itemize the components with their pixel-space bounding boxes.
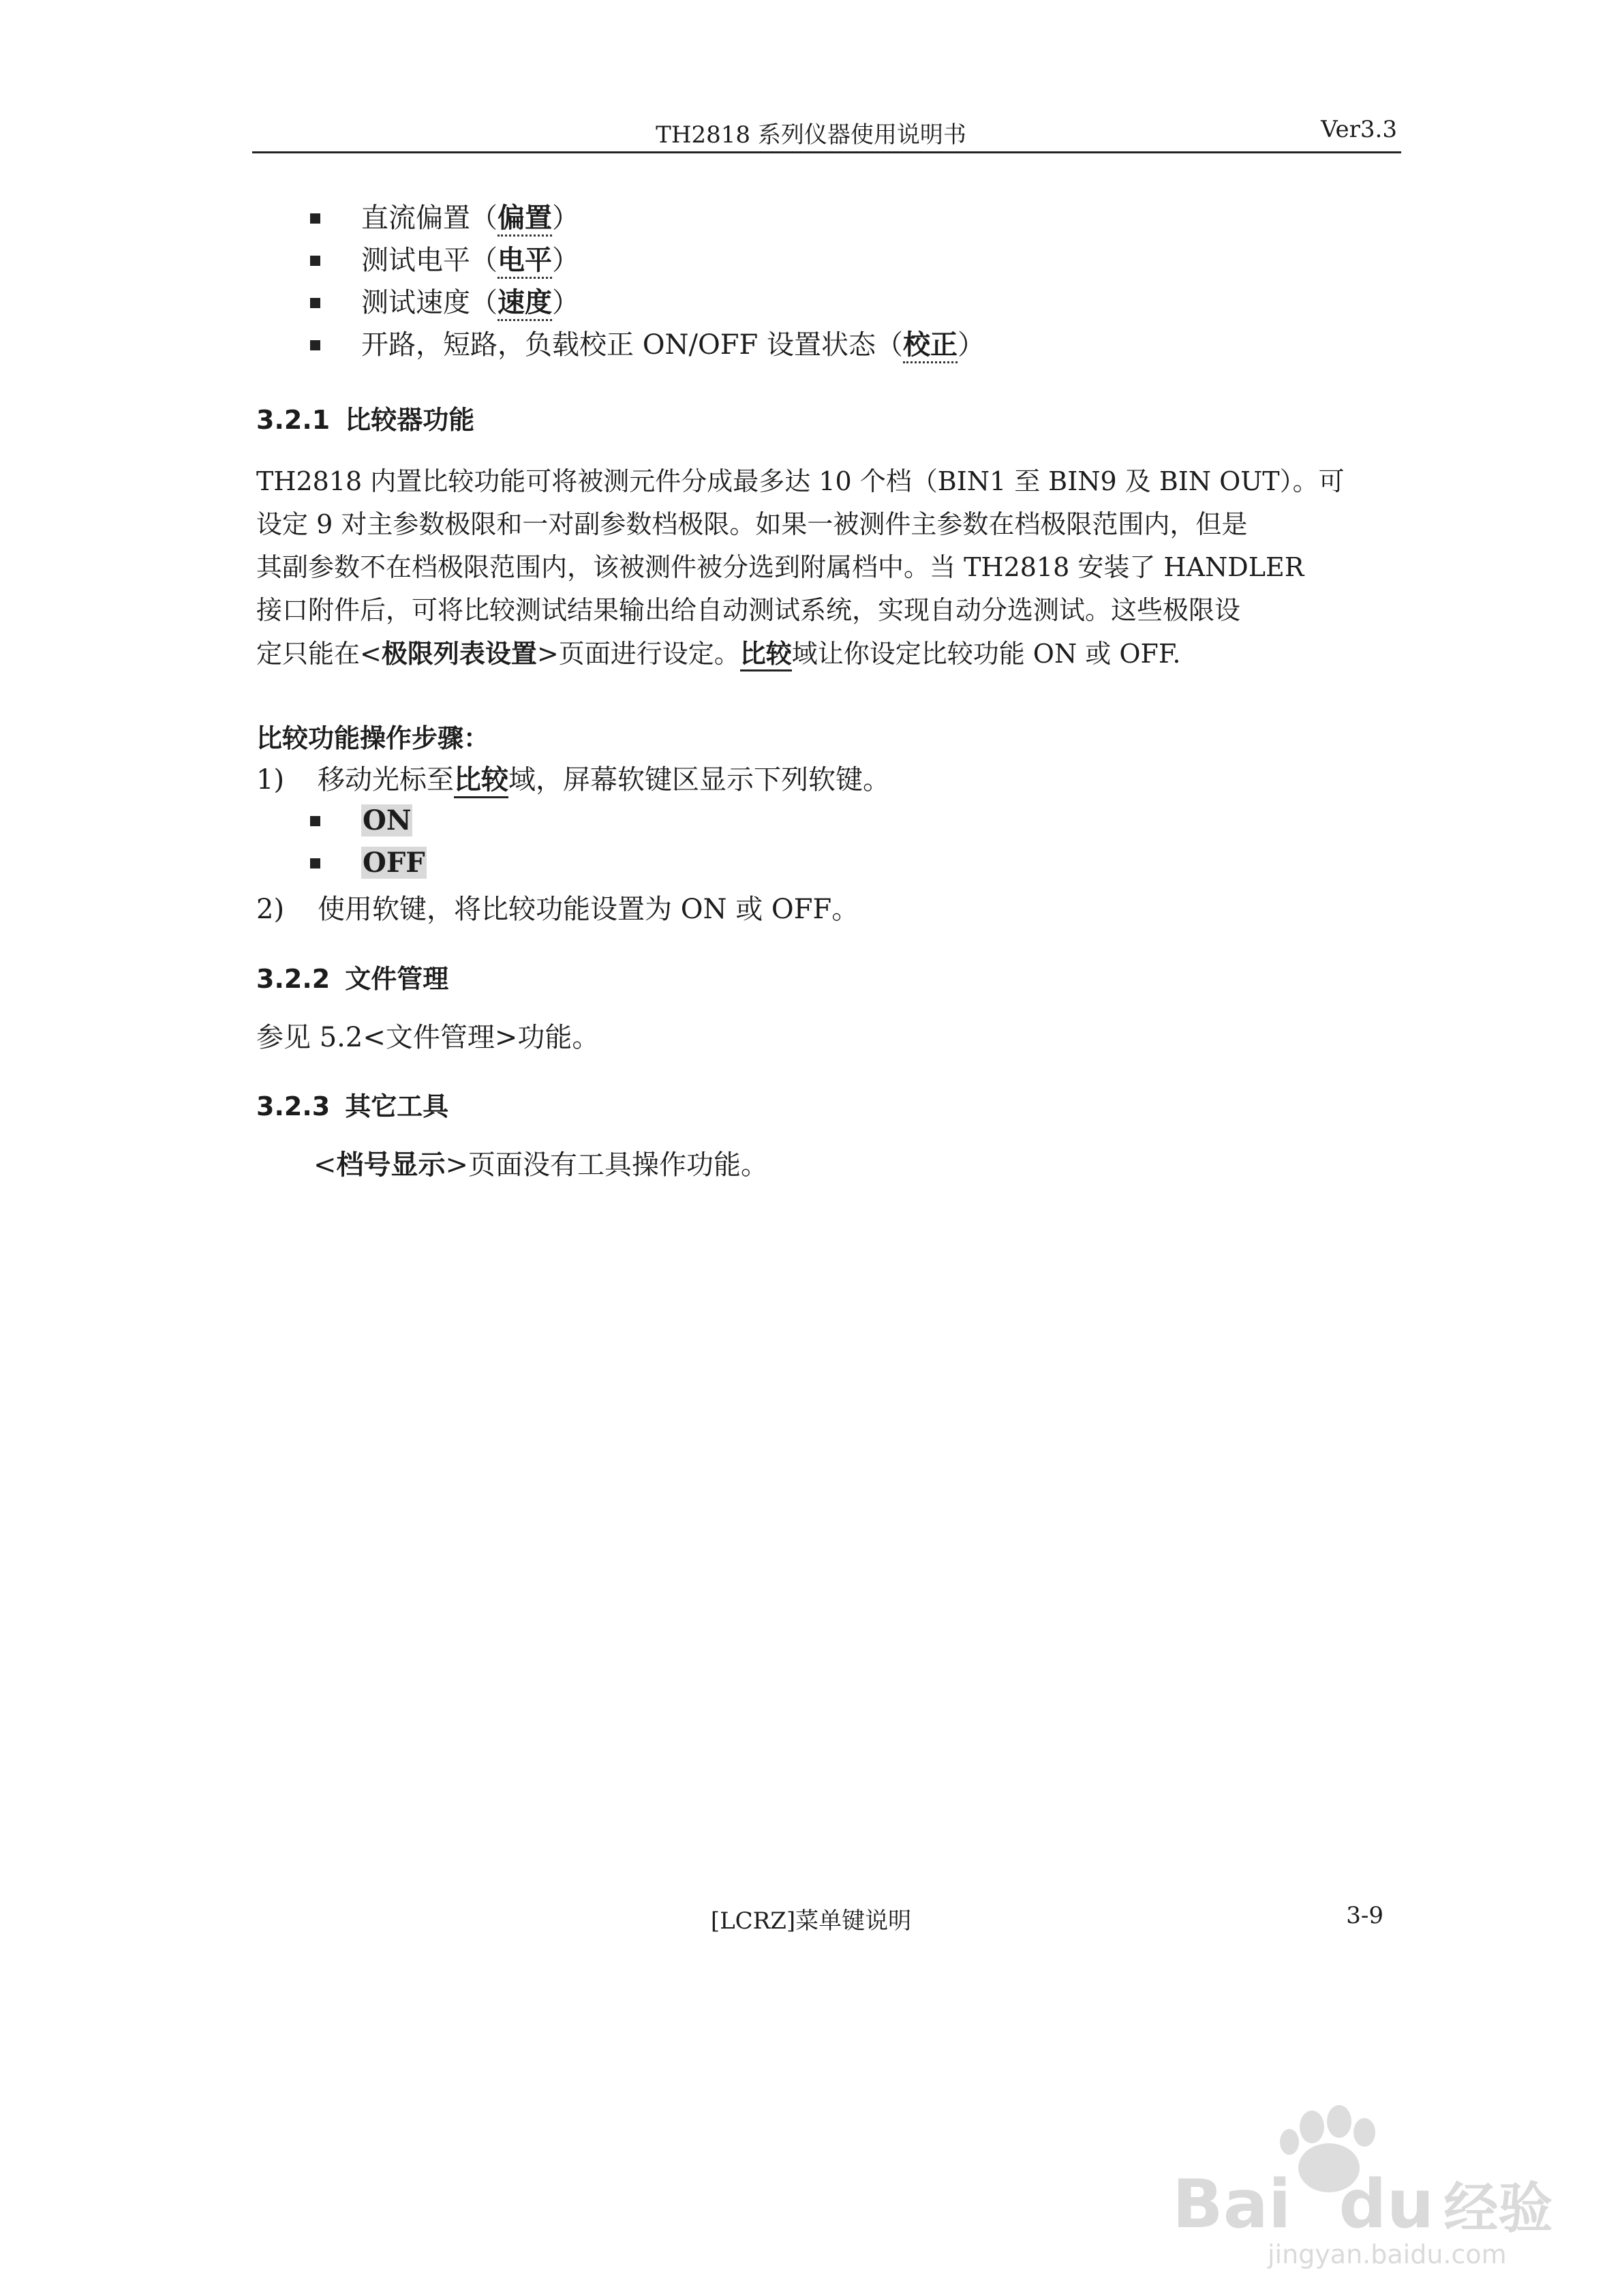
watermark-brand-b: du: [1338, 2166, 1435, 2244]
bullet-item: [310, 241, 579, 280]
section-heading: [256, 958, 448, 995]
bullet-item: [310, 284, 579, 322]
bullet-text: 开路，短路，负载校正 ON/OFF 设置状态（: [361, 329, 903, 361]
bullet-text: 测试速度（: [361, 287, 498, 318]
section-number: 3.2.1: [256, 405, 331, 435]
paragraph-line: 接口附件后，可将比较测试结果输出给自动测试系统，实现自动分选测试。这些极限设: [256, 595, 1241, 625]
paragraph-line: TH2818 内置比较功能可将被测元件分成最多达 10 个档（BIN1 至 BIN9 及 BIN OUT）。可: [256, 466, 1345, 496]
section-number: 3.2.3: [256, 1091, 331, 1121]
field-name: 比较: [740, 638, 792, 671]
field-name: 校正: [903, 329, 958, 363]
bullet-square-icon: [310, 213, 320, 224]
bullet-square-icon: [310, 858, 320, 868]
header-rule: [252, 151, 1401, 153]
field-name: 速度: [498, 286, 552, 321]
section-title: 文件管理: [345, 964, 449, 994]
paragraph: 参见 5.2<文件管理>功能。: [256, 1022, 600, 1053]
page-name: 档号显示: [336, 1149, 446, 1181]
running-header-title: TH2818 系列仪器使用说明书: [656, 121, 966, 149]
softkey-on: ON: [363, 804, 412, 836]
bullet-close: ）: [552, 202, 579, 234]
step-number: 1): [256, 764, 285, 796]
watermark-brand-a: Bai: [1172, 2166, 1291, 2244]
bullet-close: ）: [552, 287, 579, 318]
text-run: 域，屏幕软键区显示下列软键。: [508, 764, 890, 796]
bullet-text: 直流偏置（: [361, 202, 498, 234]
section-heading: [256, 1085, 448, 1123]
text-run: 定只能在<: [256, 639, 382, 669]
field-name: 电平: [498, 244, 552, 279]
baidu-jingyan-watermark: [1165, 2100, 1553, 2270]
bullet-square-icon: [310, 816, 320, 826]
section-number: 3.2.2: [256, 964, 331, 994]
paragraph-line: 其副参数不在档极限范围内，该被测件被分选到附属档中。当 TH2818 安装了 HANDLER: [256, 552, 1304, 582]
watermark-cn: 经验: [1443, 2177, 1553, 2240]
text-run: 使用软键，将比较功能设置为 ON 或 OFF。: [318, 894, 859, 925]
bullet-square-icon: [310, 298, 320, 308]
page-name: 极限列表设置: [381, 638, 537, 669]
page-number: 3-9: [1346, 1902, 1383, 1929]
step-item: [256, 758, 890, 797]
text-run: 域让你设定比较功能 ON 或 OFF.: [791, 639, 1181, 669]
field-name: 比较: [454, 764, 508, 798]
softkey-item: [310, 844, 427, 882]
footer-title: [LCRZ]菜单键说明: [710, 1907, 912, 1935]
bullet-item: [310, 199, 579, 237]
text-run: <: [313, 1149, 337, 1181]
steps-title: 比较功能操作步骤：: [256, 723, 490, 753]
softkey-item: [310, 802, 412, 840]
section-title: 其它工具: [345, 1091, 449, 1121]
watermark-brand: [1172, 2164, 1552, 2244]
field-name: 偏置: [498, 202, 552, 237]
bullet-close: ）: [552, 245, 579, 276]
bullet-close: ）: [958, 329, 985, 361]
bullet-square-icon: [310, 340, 320, 350]
paragraph-line: 设定 9 对主参数极限和一对副参数档极限。如果一被测件主参数在档极限范围内，但是: [256, 509, 1248, 539]
watermark-url: jingyan.baidu.com: [1268, 2239, 1507, 2269]
bullet-square-icon: [310, 256, 320, 266]
bullet-item: [310, 326, 985, 364]
step-number: 2): [256, 894, 285, 925]
paragraph: [313, 1143, 768, 1182]
text-run: 移动光标至: [318, 764, 454, 796]
section-title: 比较器功能: [345, 405, 475, 435]
text-run: >页面进行设定。: [536, 639, 740, 669]
text-run: >页面没有工具操作功能。: [445, 1149, 769, 1181]
running-header-version: Ver3.3: [1321, 116, 1397, 143]
softkey-off: OFF: [363, 847, 425, 879]
bullet-text: 测试电平（: [361, 245, 498, 276]
step-item: [256, 888, 859, 926]
section-heading: [256, 399, 474, 436]
paragraph: [256, 460, 1367, 676]
paragraph-line: [256, 632, 1367, 676]
